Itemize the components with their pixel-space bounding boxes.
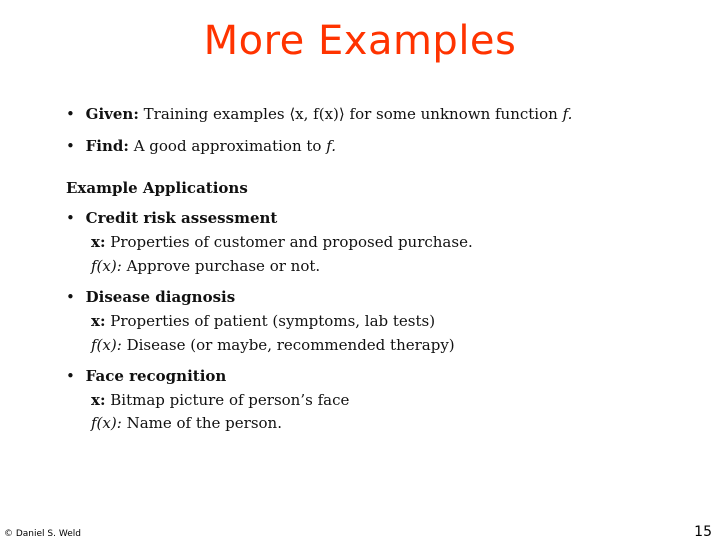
- copyright-footer: © Daniel S. Weld: [4, 529, 81, 539]
- x-label: x:: [91, 312, 106, 330]
- application-x-line: [91, 233, 473, 251]
- given-suffix: for some unknown function: [349, 105, 558, 123]
- application-x-line: [91, 391, 349, 409]
- fx-text: Approve purchase or not.: [126, 257, 321, 275]
- x-text: Properties of customer and proposed purchase.: [110, 233, 473, 251]
- application-title: [66, 288, 235, 306]
- find-text: A good approximation to: [133, 137, 322, 155]
- given-line: [66, 105, 572, 123]
- find-label: Find:: [85, 137, 129, 155]
- given-label: Given:: [85, 105, 139, 123]
- application-title: [66, 209, 277, 227]
- page-number: 15: [694, 524, 712, 540]
- x-text: Bitmap picture of person’s face: [110, 391, 350, 409]
- fx-label: f(x):: [91, 257, 122, 275]
- application-title: [66, 367, 226, 385]
- x-label: x:: [91, 391, 106, 409]
- bullet-icon: •: [66, 137, 75, 155]
- fx-label: f(x):: [91, 414, 122, 432]
- fx-text: Name of the person.: [126, 414, 282, 432]
- given-text: Training examples: [143, 105, 285, 123]
- application-fx-line: [91, 336, 455, 354]
- section-heading: Example Applications: [66, 179, 248, 197]
- x-label: x:: [91, 233, 106, 251]
- fx-text: Disease (or maybe, recommended therapy): [126, 336, 455, 354]
- application-title-text: Face recognition: [85, 367, 227, 385]
- x-text: Properties of patient (symptoms, lab tests): [110, 312, 436, 330]
- find-function: f.: [326, 137, 337, 155]
- application-x-line: [91, 312, 435, 330]
- bullet-icon: •: [66, 288, 75, 306]
- bullet-icon: •: [66, 367, 75, 385]
- application-fx-line: [91, 414, 282, 432]
- slide-title: More Examples: [203, 18, 517, 64]
- find-line: [66, 137, 336, 155]
- application-title-text: Disease diagnosis: [85, 288, 236, 306]
- application-fx-line: [91, 257, 320, 275]
- fx-label: f(x):: [91, 336, 122, 354]
- given-function: f.: [562, 105, 573, 123]
- bullet-icon: •: [66, 209, 75, 227]
- application-title-text: Credit risk assessment: [85, 209, 278, 227]
- bullet-icon: •: [66, 105, 75, 123]
- given-tuple: ⟨x, f(x)⟩: [289, 105, 345, 123]
